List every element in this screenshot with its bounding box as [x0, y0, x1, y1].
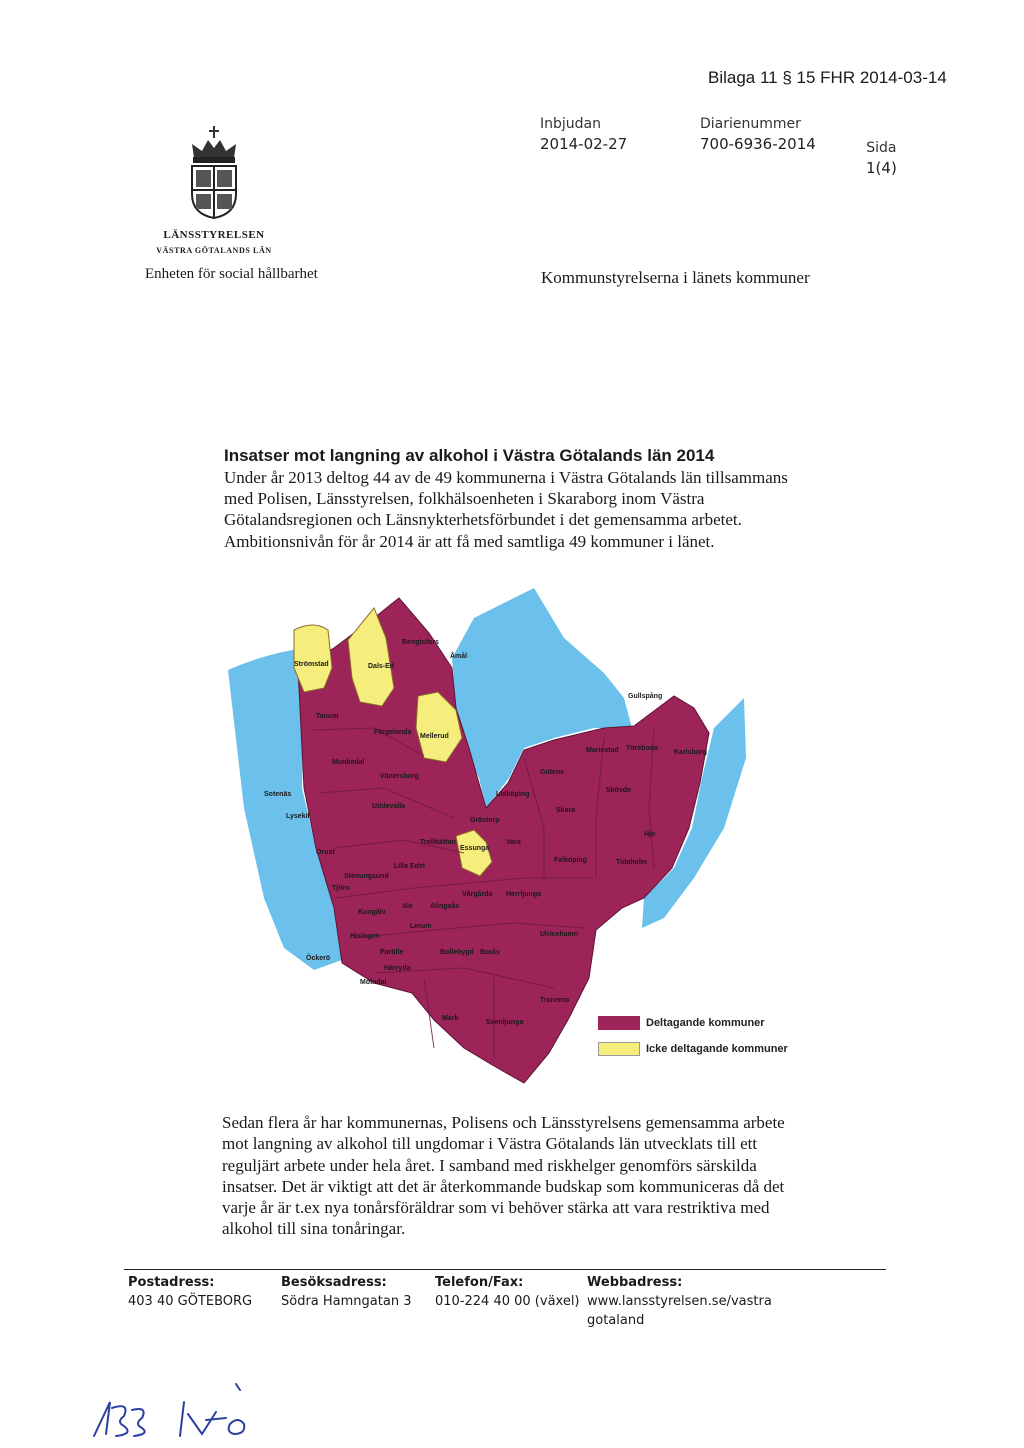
- label-ale: Ale: [402, 903, 413, 910]
- label-gullspang: Gullspång: [628, 693, 663, 700]
- label-molndal: Mölndal: [360, 979, 387, 986]
- label-mellerud: Mellerud: [420, 733, 449, 740]
- footer-phone-value: 010-224 40 00 (växel): [435, 1294, 580, 1309]
- label-mariestad: Mariestad: [586, 747, 619, 754]
- label-tidaholm: Tidaholm: [616, 859, 647, 866]
- label-lysekil: Lysekil: [286, 813, 310, 820]
- label-gotene: Götene: [540, 769, 565, 776]
- legend-item-not-participating: [598, 1042, 788, 1056]
- footer-postal: [128, 1273, 252, 1311]
- label-sotenas: Sotenäs: [264, 791, 292, 798]
- label-partille: Partille: [380, 949, 404, 956]
- label-essunga: Essunga: [460, 845, 490, 852]
- footer-phone-label: Telefon/Fax:: [435, 1275, 524, 1290]
- registration-block: [700, 116, 816, 153]
- registration-number: 700-6936-2014: [700, 135, 816, 153]
- body-paragraph: Sedan flera år har kommunernas, Polisens och Länsstyrelsens gemensamma arbete mot langning av alkohol till ungdomar i Västra Götalands län utvecklats till ett reguljärt arbete under hela året. I samband med riskhelger genomförs särskilda insatser. Det är viktigt att det är återkommande budskap som kommuniceras då det varje år är t.ex nya tonårsföräldrar som vi behöver stärka att vara restriktiva med alkohol till sina tonåringar.: [222, 1113, 785, 1239]
- label-alingsas: Alingsås: [430, 903, 460, 910]
- label-stromstad: Strömstad: [294, 661, 329, 668]
- label-tranemo: Tranemo: [540, 997, 570, 1004]
- legend-label-not-participating: Icke deltagande kommuner: [646, 1043, 788, 1055]
- label-skovde: Skövde: [606, 787, 631, 794]
- label-vara: Vara: [506, 839, 521, 846]
- footer-visit-value: Södra Hamngatan 3: [281, 1294, 412, 1309]
- invite-label: Inbjudan: [540, 116, 601, 132]
- map-legend: [598, 1012, 798, 1062]
- label-hjo: Hjo: [644, 831, 656, 838]
- label-lerum: Lerum: [410, 923, 432, 930]
- footer-divider: [124, 1269, 886, 1270]
- label-skara: Skara: [556, 807, 576, 814]
- legend-item-participating: [598, 1016, 765, 1030]
- footer-web-label: Webbadress:: [587, 1275, 683, 1290]
- participating-swatch: [598, 1016, 640, 1030]
- label-stenungsund: Stenungsund: [344, 873, 389, 880]
- label-bengtsfors: Bengtsfors: [402, 639, 439, 646]
- page-indicator: [866, 140, 897, 177]
- coat-of-arms-logo: [186, 124, 242, 220]
- intro-paragraph: Under år 2013 deltog 44 av de 49 kommunerna i Västra Götalands län tillsammans med Polisen, Länsstyrelsen, folkhälsoenheten i Skaraborg inom Västra Götalandsregionen och Länsnykterhetsförbundet i det gemensamma arbetet. Ambitionsnivån för år 2014 är att få med samtliga 49 kommuner i länet.: [224, 468, 788, 551]
- footer-phone: [435, 1273, 580, 1311]
- label-harryda: Härryda: [384, 965, 411, 972]
- label-boras: Borås: [480, 949, 500, 956]
- label-toreboda: Töreboda: [626, 745, 658, 752]
- label-tanum: Tanum: [316, 713, 339, 720]
- footer-visit-label: Besöksadress:: [281, 1275, 387, 1290]
- page-number: 1(4): [866, 159, 897, 177]
- label-mark: Mark: [442, 1015, 459, 1022]
- label-bollebygd: Bollebygd: [440, 949, 474, 956]
- label-vanersborg: Vänersborg: [380, 773, 419, 780]
- label-karlsborg: Karlsborg: [674, 749, 708, 756]
- label-ockero: Öckerö: [306, 955, 331, 962]
- footer-web: [587, 1273, 787, 1330]
- label-fargelanda: Färgelanda: [374, 729, 412, 736]
- legend-label-participating: Deltagande kommuner: [646, 1017, 765, 1029]
- invite-date: 2014-02-27: [540, 135, 628, 153]
- footer-postal-label: Postadress:: [128, 1275, 215, 1290]
- label-trollhattan: Trollhättan: [420, 839, 456, 846]
- label-hisingen: Hisingen: [350, 933, 380, 940]
- label-grastorp: Grästorp: [470, 817, 500, 824]
- footer-postal-value: 403 40 GÖTEBORG: [128, 1294, 253, 1309]
- handwritten-initials-signature: [88, 1380, 258, 1442]
- label-vargarda: Vårgårda: [462, 891, 493, 898]
- document-heading: Insatser mot langning av alkohol i Västra Götalands län 2014: [224, 446, 715, 465]
- label-svenljunga: Svenljunga: [486, 1019, 524, 1026]
- organization-name: LÄNSSTYRELSEN: [163, 229, 265, 241]
- label-herrljunga: Herrljunga: [506, 891, 542, 898]
- not-participating-swatch: [598, 1042, 640, 1056]
- organization-subtitle: VÄSTRA GÖTALANDS LÄN: [156, 246, 272, 255]
- label-kungalv: Kungälv: [358, 909, 386, 916]
- label-munkedal: Munkedal: [332, 759, 365, 766]
- label-tjorn: Tjörn: [332, 885, 350, 892]
- label-lilla-edet: Lilla Edet: [394, 863, 426, 870]
- label-orust: Orust: [316, 849, 335, 856]
- footer-web-link[interactable]: www.lansstyrelsen.se/vastra gotaland: [587, 1294, 772, 1328]
- recipient: Kommunstyrelserna i länets kommuner: [541, 268, 810, 287]
- label-lidkoping: Lidköping: [496, 791, 530, 798]
- label-dalsed: Dals-Ed: [368, 663, 395, 670]
- invite-block: [540, 116, 627, 153]
- footer-visit: [281, 1273, 411, 1311]
- page-label: Sida: [866, 140, 897, 156]
- stromstad-area: [294, 625, 332, 692]
- attachment-reference: Bilaga 11 § 15 FHR 2014-03-14: [708, 68, 947, 87]
- label-falkoping: Falköping: [554, 857, 588, 864]
- label-ulricehamn: Ulricehamn: [540, 931, 579, 938]
- label-amal: Åmål: [450, 653, 468, 660]
- unit-name: Enheten för social hållbarhet: [145, 266, 318, 282]
- label-uddevalla: Uddevalla: [372, 803, 406, 810]
- registration-label: Diarienummer: [700, 116, 801, 132]
